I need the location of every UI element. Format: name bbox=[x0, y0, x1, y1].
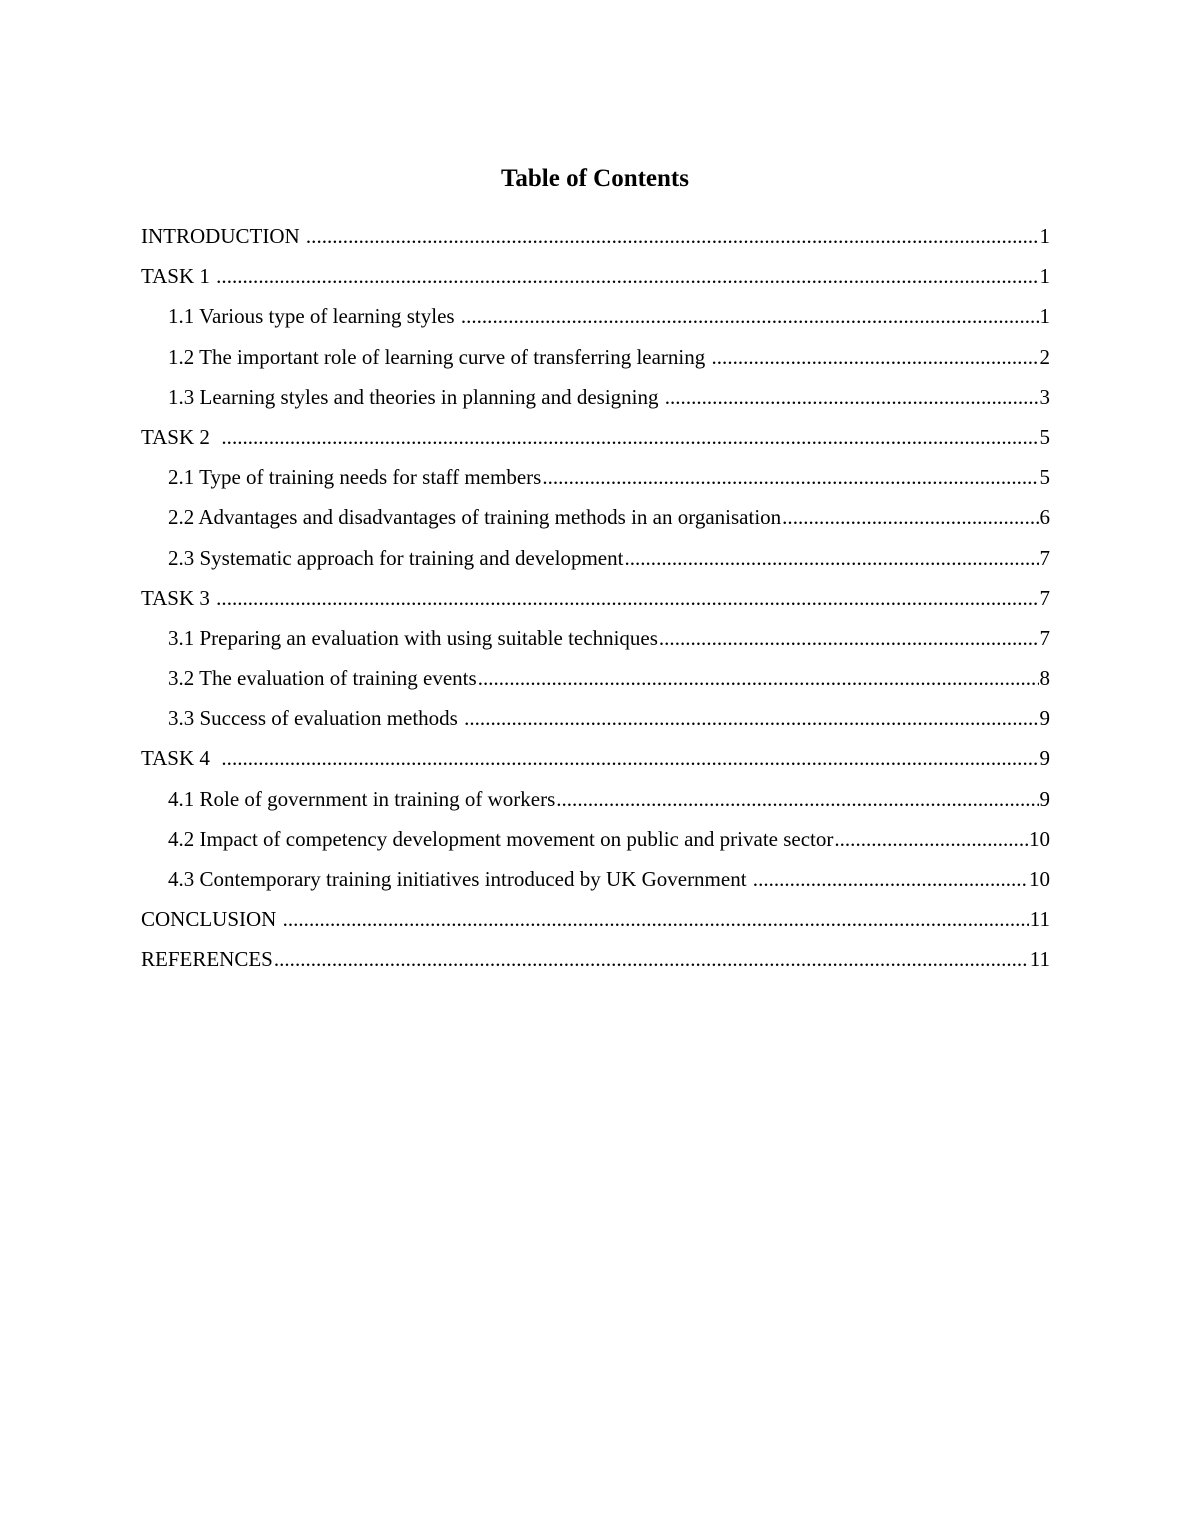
toc-entry-label: TASK 3 bbox=[141, 585, 216, 610]
toc-entry-page-number: 9 bbox=[1039, 706, 1050, 731]
toc-entry-conclusion[interactable] bbox=[141, 902, 1050, 942]
toc-entry-page-number: 10 bbox=[1029, 826, 1050, 851]
dot-leader bbox=[221, 420, 1038, 454]
toc-entry-page-number: 6 bbox=[1039, 505, 1050, 530]
dot-leader bbox=[283, 902, 1029, 936]
toc-entry-page-number: 1 bbox=[1039, 304, 1050, 329]
toc-entry-3-1[interactable] bbox=[141, 621, 1050, 661]
toc-entry-task-2[interactable] bbox=[141, 420, 1050, 460]
dot-leader bbox=[221, 741, 1038, 775]
toc-entry-3-2[interactable] bbox=[141, 661, 1050, 701]
dot-leader bbox=[542, 460, 1038, 494]
dot-leader bbox=[274, 942, 1029, 976]
dot-leader bbox=[216, 259, 1038, 293]
dot-leader bbox=[712, 340, 1039, 374]
toc-entry-label: CONCLUSION bbox=[141, 907, 282, 932]
dot-leader bbox=[659, 621, 1039, 655]
toc-entry-3-3[interactable] bbox=[141, 701, 1050, 741]
toc-title: Table of Contents bbox=[501, 165, 689, 192]
toc-entry-label: 4.3 Contemporary training initiatives introduced by UK Government bbox=[168, 867, 752, 891]
toc-entry-1-3[interactable] bbox=[141, 380, 1050, 420]
toc-entry-label: 3.1 Preparing an evaluation with using suitable techniques bbox=[168, 625, 658, 650]
toc-entry-2-3[interactable] bbox=[141, 541, 1050, 581]
toc-entry-task-4[interactable] bbox=[141, 741, 1050, 781]
toc-entry-page-number: 1 bbox=[1039, 224, 1050, 248]
toc-entry-label: INTRODUCTION bbox=[141, 224, 305, 248]
toc-entry-2-1[interactable] bbox=[141, 460, 1050, 500]
toc-entry-2-2[interactable] bbox=[141, 500, 1050, 540]
toc-entry-task-1[interactable] bbox=[141, 259, 1050, 299]
dot-leader bbox=[556, 782, 1038, 816]
toc-list bbox=[141, 219, 1050, 983]
toc-entry-page-number: 8 bbox=[1039, 666, 1050, 691]
toc-entry-page-number: 9 bbox=[1039, 786, 1050, 811]
toc-entry-page-number: 11 bbox=[1029, 947, 1050, 972]
toc-entry-page-number: 7 bbox=[1039, 585, 1050, 610]
toc-entry-label: 4.2 Impact of competency development movement on public and private sector bbox=[168, 826, 834, 851]
toc-entry-label: TASK 4 bbox=[141, 746, 221, 771]
dot-leader bbox=[464, 701, 1038, 735]
toc-entry-label: 3.3 Success of evaluation methods bbox=[168, 706, 464, 731]
toc-entry-task-3[interactable] bbox=[141, 581, 1050, 621]
toc-entry-page-number: 1 bbox=[1039, 264, 1050, 289]
toc-entry-page-number: 10 bbox=[1029, 867, 1050, 891]
toc-entry-label: 1.2 The important role of learning curve of transferring learning bbox=[168, 344, 711, 369]
toc-entry-1-1[interactable] bbox=[141, 299, 1050, 339]
dot-leader bbox=[216, 581, 1038, 615]
toc-entry-page-number: 11 bbox=[1029, 907, 1050, 932]
dot-leader bbox=[753, 862, 1028, 896]
toc-entry-label: 1.1 Various type of learning styles bbox=[168, 304, 460, 329]
toc-entry-label: REFERENCES bbox=[141, 947, 273, 972]
toc-entry-label: TASK 1 bbox=[141, 264, 216, 289]
toc-entry-label: TASK 2 bbox=[141, 424, 221, 449]
toc-entry-1-2[interactable] bbox=[141, 340, 1050, 380]
toc-entry-label: 3.2 The evaluation of training events bbox=[168, 666, 477, 691]
toc-entry-4-2[interactable] bbox=[141, 822, 1050, 862]
dot-leader bbox=[624, 541, 1038, 575]
toc-entry-page-number: 7 bbox=[1039, 625, 1050, 650]
toc-entry-label: 2.1 Type of training needs for staff members bbox=[168, 465, 542, 490]
dot-leader bbox=[478, 661, 1039, 695]
dot-leader bbox=[461, 299, 1039, 333]
dot-leader bbox=[665, 380, 1039, 414]
toc-entry-label: 2.2 Advantages and disadvantages of training methods in an organisation bbox=[168, 505, 782, 530]
toc-entry-page-number: 9 bbox=[1039, 746, 1050, 771]
toc-entry-label: 1.3 Learning styles and theories in planning and designing bbox=[168, 384, 664, 409]
toc-entry-page-number: 7 bbox=[1039, 545, 1050, 570]
toc-entry-references[interactable] bbox=[141, 942, 1050, 982]
toc-entry-4-3[interactable] bbox=[141, 862, 1050, 902]
toc-entry-4-1[interactable] bbox=[141, 782, 1050, 822]
toc-entry-page-number: 5 bbox=[1039, 424, 1050, 449]
dot-leader bbox=[834, 822, 1028, 856]
dot-leader bbox=[782, 500, 1038, 534]
toc-entry-page-number: 5 bbox=[1039, 465, 1050, 490]
dot-leader bbox=[306, 219, 1039, 253]
toc-entry-page-number: 2 bbox=[1039, 344, 1050, 369]
toc-entry-introduction[interactable] bbox=[141, 219, 1050, 259]
toc-entry-label: 4.1 Role of government in training of workers bbox=[168, 786, 556, 811]
toc-entry-label: 2.3 Systematic approach for training and development bbox=[168, 545, 624, 570]
toc-entry-page-number: 3 bbox=[1039, 384, 1050, 409]
